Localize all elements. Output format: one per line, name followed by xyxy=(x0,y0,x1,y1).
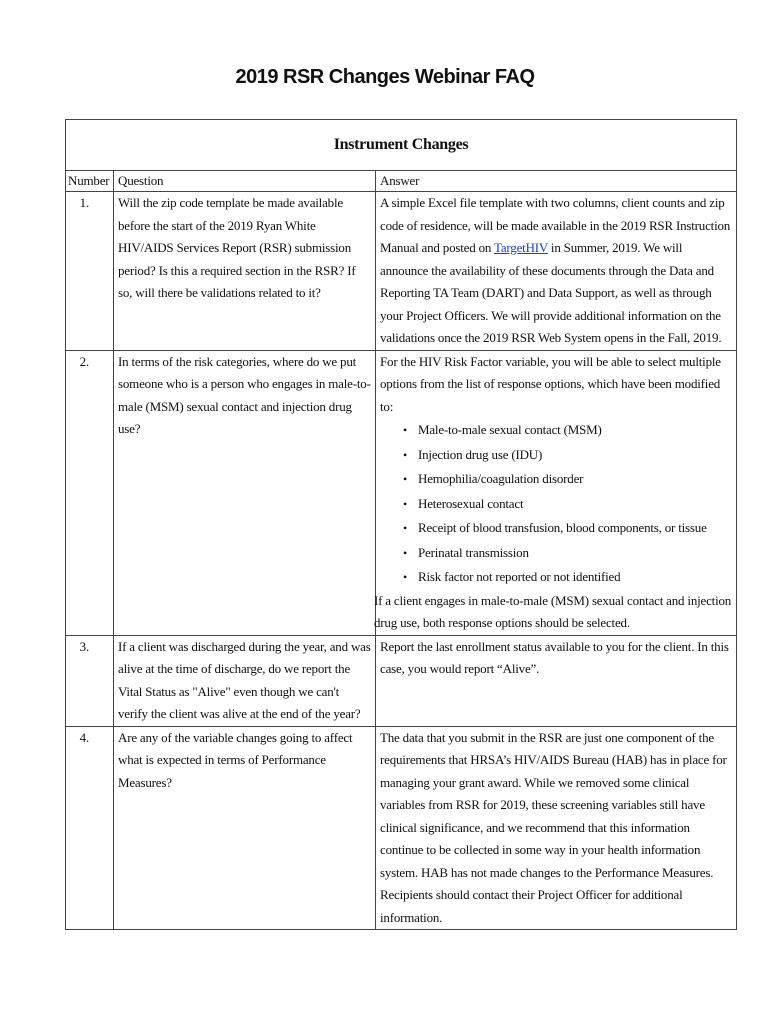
table-row xyxy=(66,726,737,930)
list-item: • Perinatal transmission xyxy=(418,541,732,566)
table-row xyxy=(66,192,737,351)
answer-text: A simple Excel file template with two columns, client counts and zip code of residence, will be made available in the 2019 RSR Instruction Manual and posted on xyxy=(380,195,731,255)
answer-cell: The data that you submit in the RSR are just one component of the requirements that HRSA’s HIV/AIDS Bureau (HAB) has in place for managing your grant award. While we removed some clinical variables from RSR for 2019, these screening variables still have clinical significance, and we recommend that this information continue to be collected in some way in your health information system. HAB has not made changes to the Performance Measures. Recipients should contact their Project Officer for additional information. xyxy=(376,726,737,930)
list-item: • Male-to-male sexual contact (MSM) xyxy=(418,418,732,443)
answer-cell: Report the last enrollment status available to you for the client. In this case, you would report “Alive”. xyxy=(376,635,737,726)
question-cell: Are any of the variable changes going to affect what is expected in terms of Performance Measures? xyxy=(114,726,376,930)
answer-intro: For the HIV Risk Factor variable, you will be able to select multiple options from the list of response options, which have been modified to: xyxy=(380,353,721,414)
section-heading: Instrument Changes xyxy=(66,120,737,171)
column-header-number: Number xyxy=(66,171,114,192)
answer-outro: If a client engages in male-to-male (MSM) sexual contact and injection drug use, both response options should be selected. xyxy=(374,592,732,630)
column-header-answer: Answer xyxy=(376,171,737,192)
column-header-question: Question xyxy=(114,171,376,192)
question-cell: In terms of the risk categories, where do we put someone who is a person who engages in male-to-male (MSM) sexual contact and injection drug use? xyxy=(114,350,376,635)
list-item: • Receipt of blood transfusion, blood components, or tissue xyxy=(418,516,732,541)
question-cell: Will the zip code template be made available before the start of the 2019 Ryan White HIV/AIDS Services Report (RSR) submission period? Is this a required section in the RSR? If so, will there be validations related to it? xyxy=(114,192,376,351)
list-item: • Injection drug use (IDU) xyxy=(418,443,732,468)
table-row xyxy=(66,635,737,726)
targethiv-link[interactable]: TargetHIV xyxy=(494,240,548,255)
page-title: 2019 RSR Changes Webinar FAQ xyxy=(235,66,535,88)
answer-text: in Summer, 2019. We will announce the availability of these documents through the Data and Reporting TA Team (DART) and Data Support, as well as through your Project Officers. We will provide additional information on the validations once the 2019 RSR Web System opens in the Fall, 2019. xyxy=(380,240,722,345)
row-number: 2. xyxy=(66,350,114,635)
list-item: • Heterosexual contact xyxy=(418,492,732,517)
row-number: 4. xyxy=(66,726,114,930)
list-item: • Hemophilia/coagulation disorder xyxy=(418,467,732,492)
table-row xyxy=(66,350,737,635)
faq-table xyxy=(65,119,737,930)
answer-cell xyxy=(376,192,737,351)
table-header-row xyxy=(66,171,737,192)
risk-factor-list xyxy=(380,418,732,590)
list-item: • Risk factor not reported or not identified xyxy=(418,565,732,590)
row-number: 3. xyxy=(66,635,114,726)
row-number: 1. xyxy=(66,192,114,351)
answer-cell xyxy=(376,350,737,635)
question-cell: If a client was discharged during the year, and was alive at the time of discharge, do we report the Vital Status as "Alive" even though we can't verify the client was alive at the end of the year? xyxy=(114,635,376,726)
